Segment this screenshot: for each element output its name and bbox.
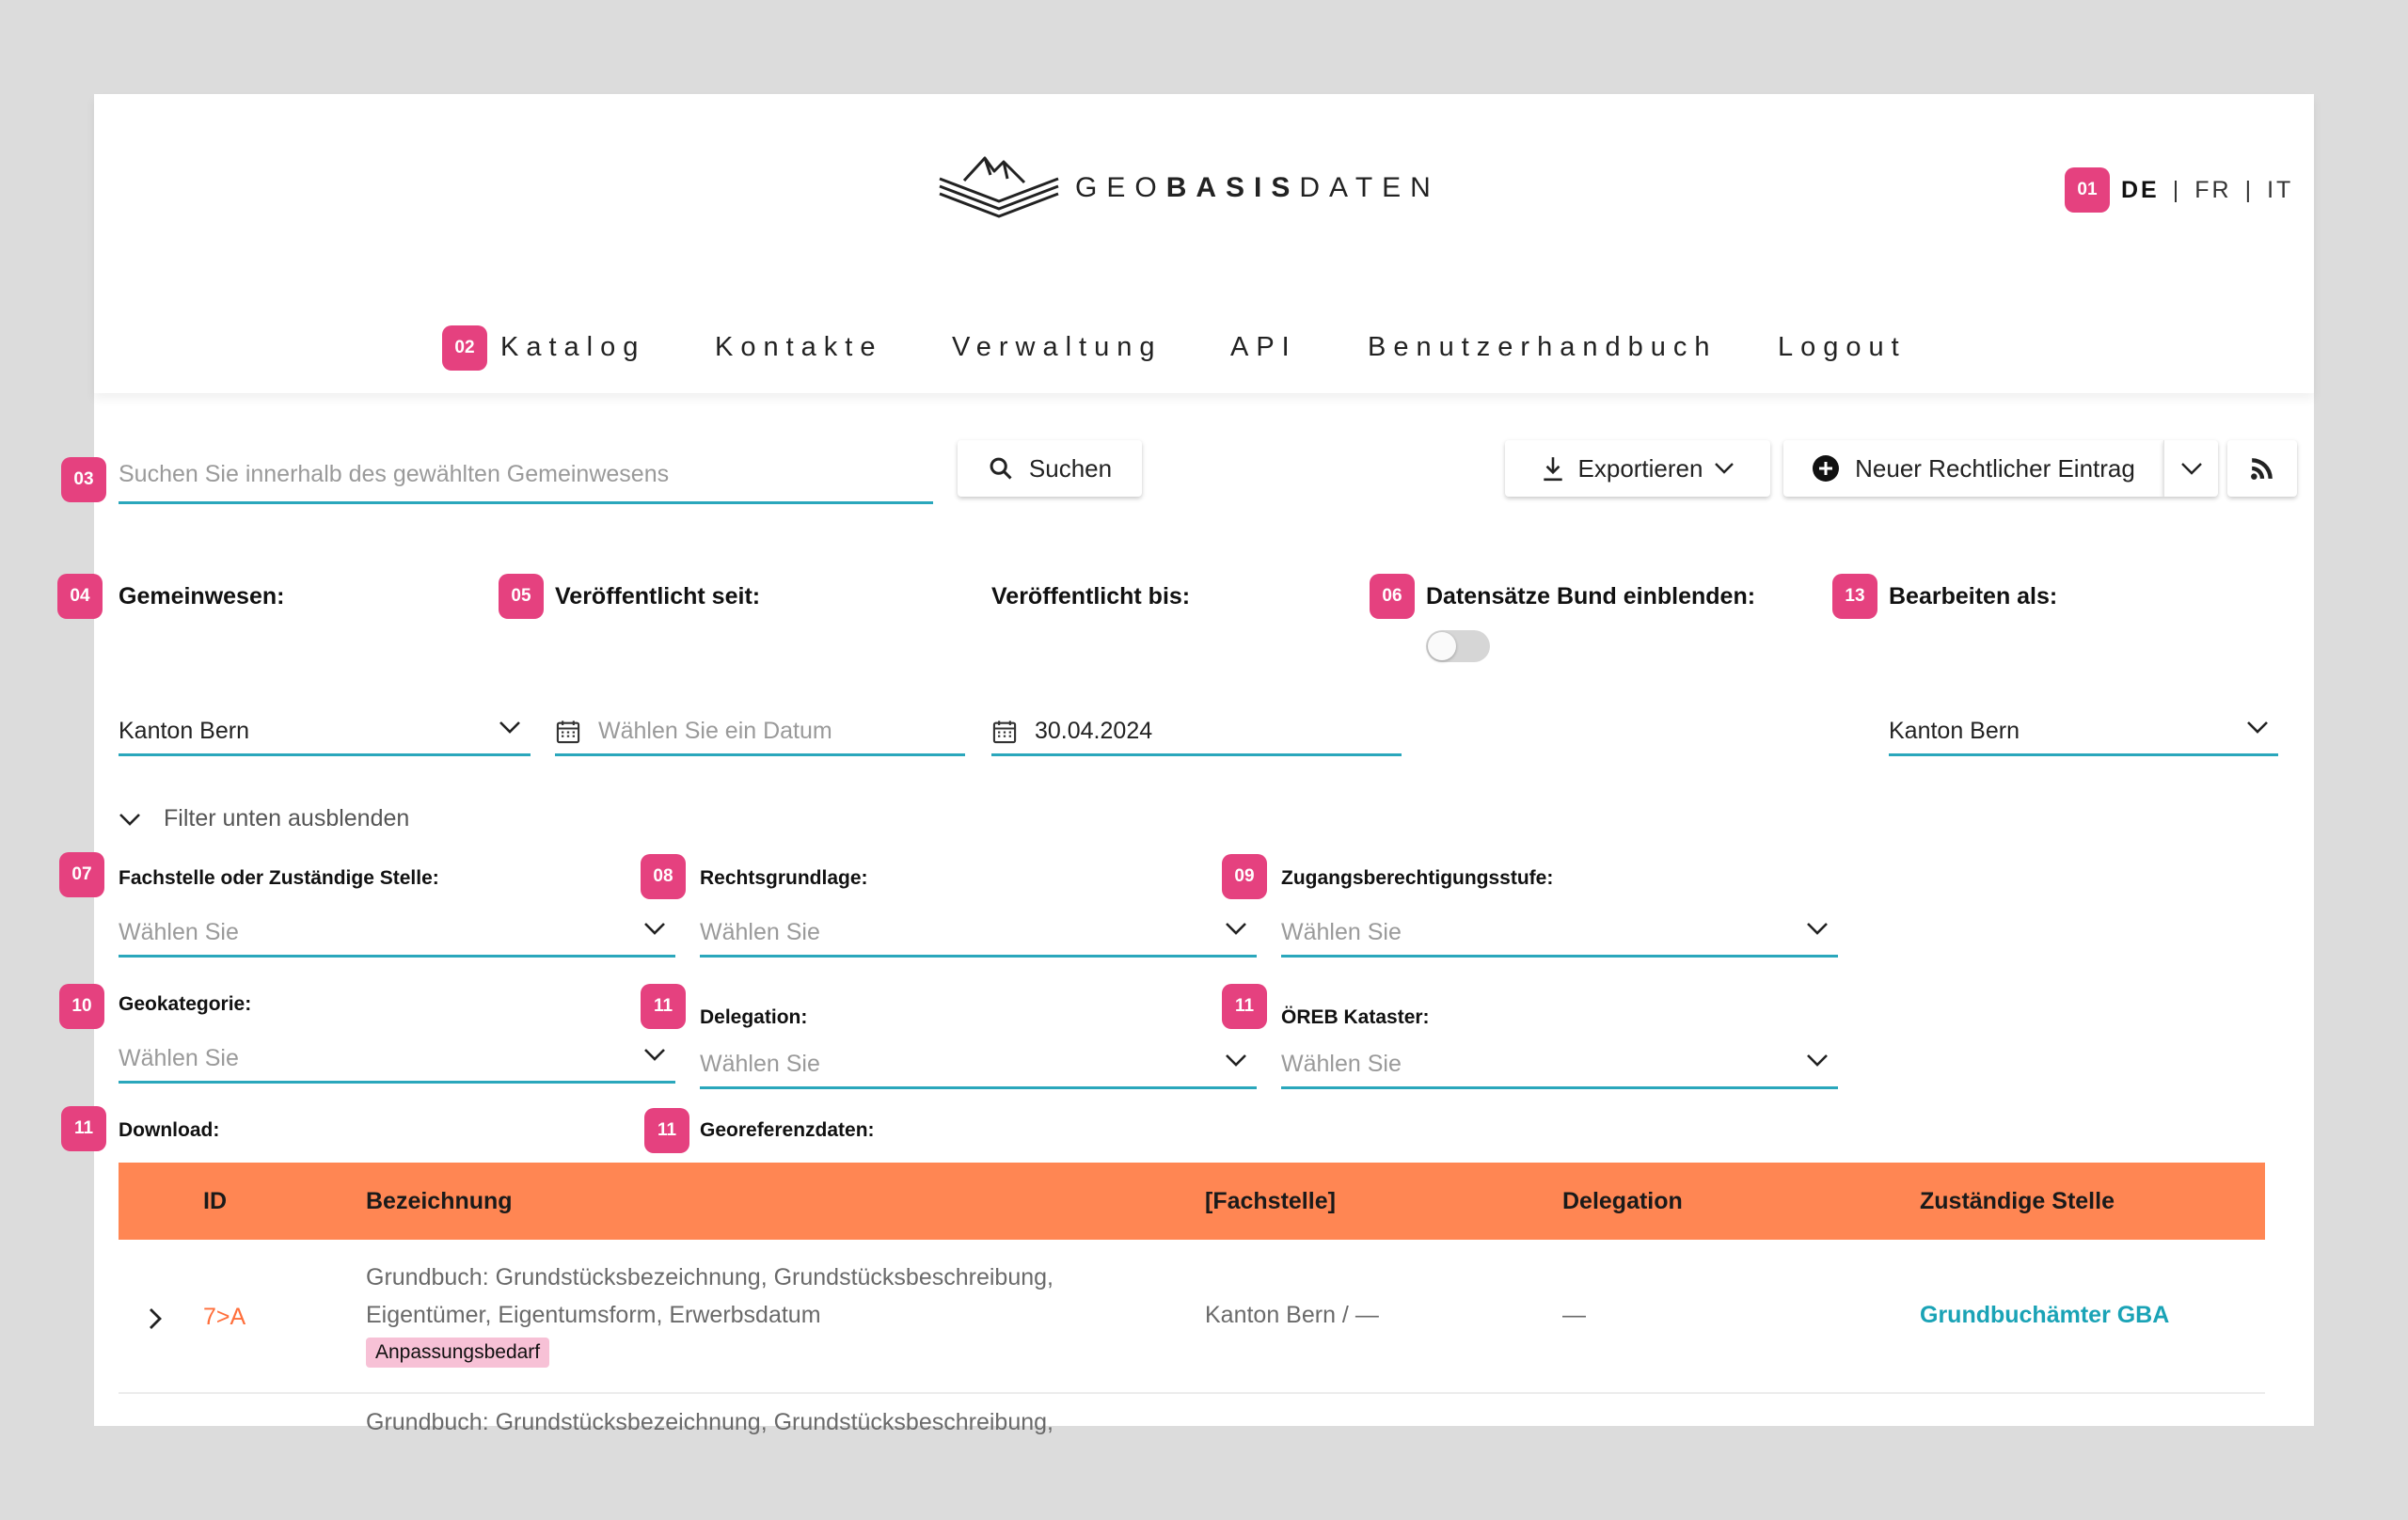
main-nav xyxy=(94,324,2314,371)
chevron-down-icon xyxy=(2246,720,2269,734)
annotation-badge: 11 xyxy=(644,1108,689,1153)
new-entry-button-label: Neuer Rechtlicher Eintrag xyxy=(1855,453,2135,483)
nav-logout[interactable]: Logout xyxy=(1778,332,1907,362)
chevron-down-icon xyxy=(1225,1053,1247,1067)
nav-verwaltung[interactable]: Verwaltung xyxy=(952,332,1163,362)
bearbeiten-als-label: Bearbeiten als: xyxy=(1889,583,2058,610)
search-button-label: Suchen xyxy=(1028,453,1113,483)
veroeffentlicht-bis-value: 30.04.2024 xyxy=(1035,718,1153,744)
geokategorie-label: Geokategorie: xyxy=(119,993,252,1015)
annotation-badge: 07 xyxy=(59,852,104,897)
annotation-badge: 13 xyxy=(1832,574,1877,619)
annotation-badge: 01 xyxy=(2065,167,2110,213)
annotation-badge: 10 xyxy=(59,984,104,1029)
zugang-label: Zugangsberechtigungsstufe: xyxy=(1281,867,1554,889)
column-header-zustaendige-stelle[interactable]: Zuständige Stelle xyxy=(1920,1188,2115,1214)
nav-katalog[interactable]: Katalog xyxy=(500,332,646,362)
column-header-delegation[interactable]: Delegation xyxy=(1562,1188,1683,1214)
filter-toggle-label: Filter unten ausblenden xyxy=(164,805,410,831)
fachstelle-label: Fachstelle oder Zuständige Stelle: xyxy=(119,867,439,889)
add-circle-icon xyxy=(1812,454,1840,483)
annotation-badge: 03 xyxy=(61,457,106,502)
row-fachstelle: Kanton Bern / — xyxy=(1205,1302,1379,1328)
lang-separator: | xyxy=(2244,176,2255,203)
geokategorie-placeholder: Wählen Sie xyxy=(119,1045,239,1071)
chevron-down-icon xyxy=(119,813,141,826)
export-button[interactable] xyxy=(1505,440,1770,497)
table-header xyxy=(119,1163,2265,1240)
toggle-knob xyxy=(1428,632,1456,660)
geokategorie-select[interactable] xyxy=(119,1037,675,1084)
table-row-partial: Grundbuch: Grundstücksbezeichnung, Grundstücksbeschreibung, xyxy=(366,1409,1054,1435)
row-id[interactable]: 7>A xyxy=(203,1304,246,1330)
logo-mountain-icon xyxy=(936,152,1062,224)
bearbeiten-als-value: Kanton Bern xyxy=(1889,718,2020,744)
delegation-select[interactable] xyxy=(700,1042,1257,1089)
search-field xyxy=(119,448,933,504)
lang-it[interactable]: IT xyxy=(2267,176,2294,203)
datensaetze-bund-toggle[interactable] xyxy=(1426,630,1490,662)
veroeffentlicht-bis-datepicker[interactable] xyxy=(991,709,1402,756)
search-button[interactable] xyxy=(958,440,1142,497)
download-label: Download: xyxy=(119,1119,220,1141)
gemeinwesen-label: Gemeinwesen: xyxy=(119,583,285,610)
annotation-badge: 11 xyxy=(641,984,686,1029)
chevron-down-icon xyxy=(499,720,521,734)
zugang-select[interactable] xyxy=(1281,910,1838,958)
annotation-badge: 09 xyxy=(1222,854,1267,899)
search-input[interactable] xyxy=(119,448,933,501)
annotation-badge: 11 xyxy=(1222,984,1267,1029)
lang-fr[interactable]: FR xyxy=(2194,176,2232,203)
calendar-icon xyxy=(555,719,581,745)
rechtsgrundlage-select[interactable] xyxy=(700,910,1257,958)
filter-toggle[interactable] xyxy=(119,805,409,832)
delegation-label: Delegation: xyxy=(700,1006,808,1028)
chevron-down-icon xyxy=(643,1048,666,1061)
rss-button[interactable] xyxy=(2227,440,2297,497)
column-header-fachstelle[interactable]: [Fachstelle] xyxy=(1205,1188,1336,1214)
column-header-bezeichnung[interactable]: Bezeichnung xyxy=(366,1188,513,1214)
fachstelle-placeholder: Wählen Sie xyxy=(119,919,239,945)
language-switcher xyxy=(2065,167,2293,213)
lang-separator: | xyxy=(2172,176,2182,203)
annotation-badge: 02 xyxy=(442,325,487,371)
chevron-down-icon xyxy=(643,922,666,935)
new-entry-button[interactable] xyxy=(1783,440,2163,497)
row-zustaendige-stelle-link[interactable]: Grundbuchämter GBA xyxy=(1920,1302,2170,1328)
veroeffentlicht-seit-datepicker[interactable] xyxy=(555,709,965,756)
download-icon xyxy=(1541,455,1565,482)
chevron-down-icon xyxy=(1806,1053,1829,1067)
search-icon xyxy=(988,455,1014,482)
status-badge: Anpassungsbedarf xyxy=(366,1338,549,1368)
row-bezeichnung-line2: Eigentümer, Eigentumsform, Erwerbsdatum xyxy=(366,1302,821,1328)
oereb-label: ÖREB Kataster: xyxy=(1281,1006,1430,1028)
bearbeiten-als-select[interactable] xyxy=(1889,709,2278,756)
zugang-placeholder: Wählen Sie xyxy=(1281,919,1402,945)
chevron-down-icon xyxy=(1714,462,1735,475)
chevron-down-icon xyxy=(1225,922,1247,935)
delegation-placeholder: Wählen Sie xyxy=(700,1051,820,1077)
veroeffentlicht-seit-label: Veröffentlicht seit: xyxy=(555,583,761,610)
veroeffentlicht-bis-label: Veröffentlicht bis: xyxy=(991,583,1191,610)
annotation-badge: 06 xyxy=(1370,574,1415,619)
gemeinwesen-select[interactable] xyxy=(119,709,531,756)
logo-text: GEOBASISDATEN xyxy=(1075,172,1440,203)
site-header xyxy=(94,94,2314,393)
export-button-label: Exportieren xyxy=(1577,453,1703,483)
column-header-id[interactable]: ID xyxy=(203,1188,227,1214)
row-tag xyxy=(366,1338,549,1368)
chevron-right-icon[interactable] xyxy=(149,1307,162,1330)
nav-kontakte[interactable]: Kontakte xyxy=(715,332,883,362)
table-row xyxy=(119,1240,2265,1394)
nav-api[interactable]: API xyxy=(1230,332,1297,362)
lang-de[interactable]: DE xyxy=(2121,176,2160,203)
gemeinwesen-value: Kanton Bern xyxy=(119,718,249,744)
chevron-down-icon xyxy=(1806,922,1829,935)
datensaetze-bund-label: Datensätze Bund einblenden: xyxy=(1426,583,1756,610)
rechtsgrundlage-placeholder: Wählen Sie xyxy=(700,919,820,945)
oereb-select[interactable] xyxy=(1281,1042,1838,1089)
annotation-badge: 04 xyxy=(57,574,103,619)
nav-benutzerhandbuch[interactable]: Benutzerhandbuch xyxy=(1368,332,1718,362)
row-delegation: — xyxy=(1562,1302,1586,1328)
annotation-badge: 08 xyxy=(641,854,686,899)
rechtsgrundlage-label: Rechtsgrundlage: xyxy=(700,867,868,889)
fachstelle-select[interactable] xyxy=(119,910,675,958)
logo[interactable] xyxy=(936,152,1440,224)
rss-icon xyxy=(2250,456,2274,481)
calendar-icon xyxy=(991,719,1018,745)
page-canvas xyxy=(70,94,2314,1435)
chevron-down-icon xyxy=(2180,462,2203,475)
annotation-badge: 05 xyxy=(499,574,544,619)
veroeffentlicht-seit-placeholder: Wählen Sie ein Datum xyxy=(598,718,832,744)
row-bezeichnung-line1: Grundbuch: Grundstücksbezeichnung, Grundstücksbeschreibung, xyxy=(366,1264,1054,1290)
oereb-placeholder: Wählen Sie xyxy=(1281,1051,1402,1077)
new-entry-dropdown-button[interactable] xyxy=(2163,440,2218,497)
georeferenz-label: Georeferenzdaten: xyxy=(700,1119,875,1141)
annotation-badge: 11 xyxy=(61,1106,106,1151)
